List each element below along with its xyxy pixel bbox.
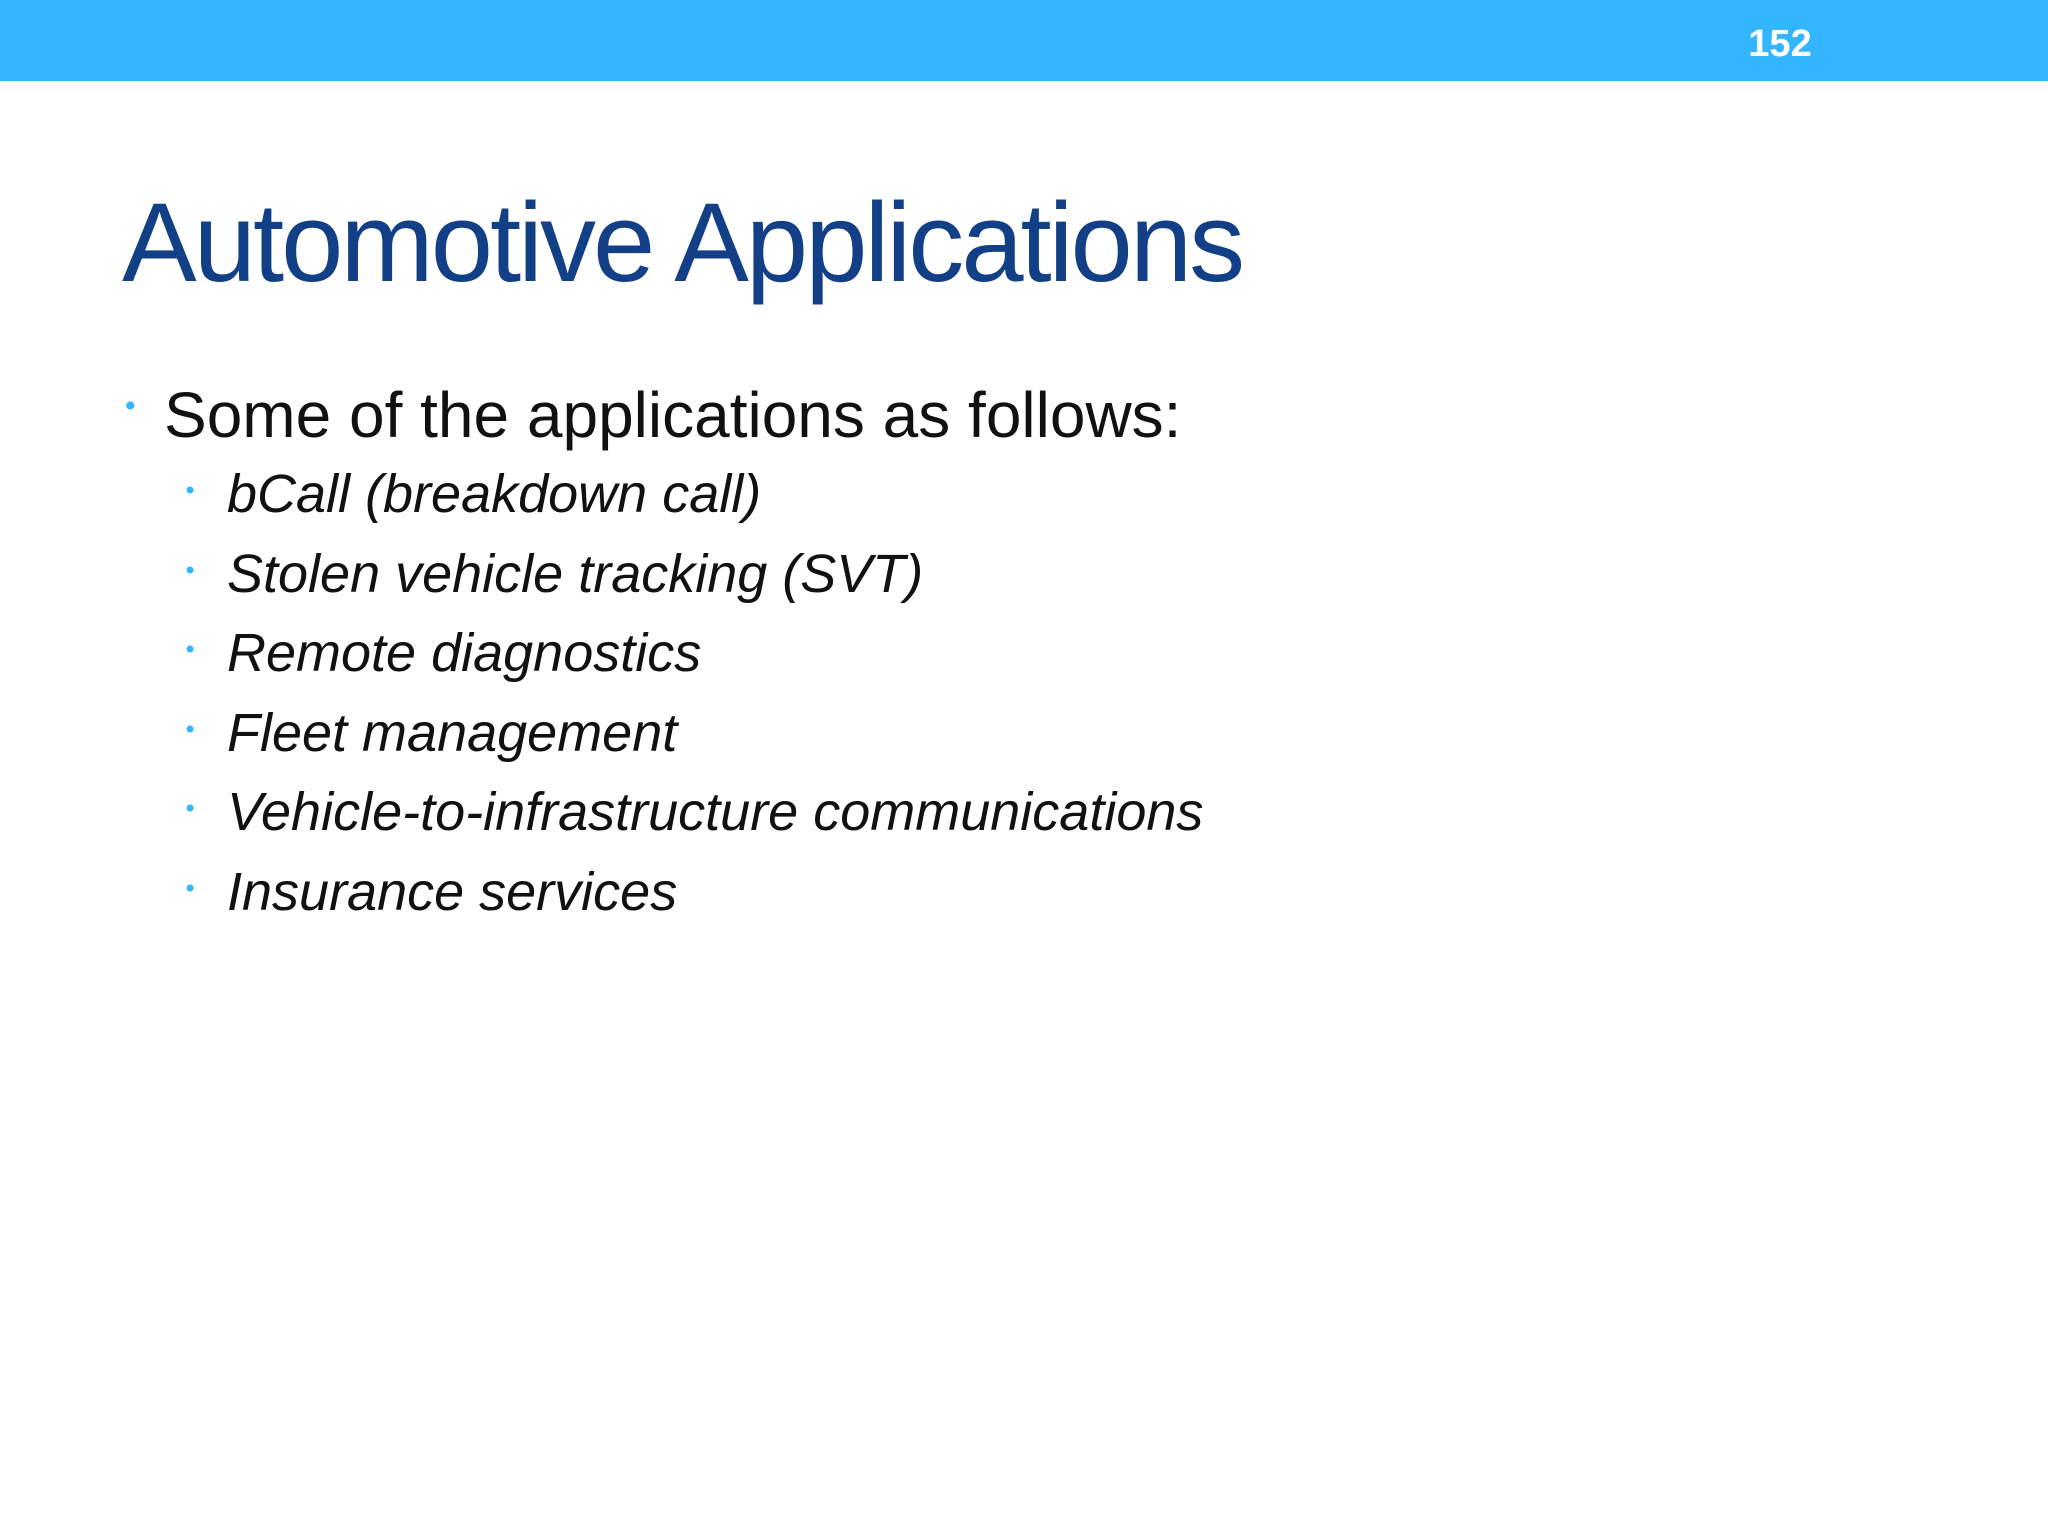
bullet-icon: •	[183, 715, 198, 744]
page-number: 152	[1748, 23, 1812, 65]
list-item	[183, 773, 1922, 853]
list-item	[183, 535, 1922, 615]
list-item	[183, 853, 1922, 933]
list-item	[183, 614, 1922, 694]
slide-content	[122, 375, 1922, 932]
list-item	[183, 694, 1922, 774]
bullet-item-intro	[122, 375, 1922, 455]
list-item-text: Fleet management	[227, 702, 678, 763]
bullet-icon: •	[183, 556, 198, 585]
list-item-text: Insurance services	[227, 861, 678, 922]
header-bar	[0, 0, 2048, 81]
slide-title: Automotive Applications	[122, 180, 1243, 305]
list-item-text: Stolen vehicle tracking (SVT)	[227, 543, 924, 604]
list-item-text: Vehicle-to-infrastructure communications	[227, 782, 1204, 842]
application-list	[122, 455, 1922, 932]
bullet-icon: •	[122, 390, 139, 423]
bullet-icon: •	[183, 477, 198, 505]
list-item	[183, 455, 1922, 535]
list-item-text: bCall (breakdown call)	[227, 464, 762, 524]
intro-text: Some of the applications as follows:	[164, 379, 1182, 451]
list-item-text: Remote diagnostics	[227, 623, 702, 683]
bullet-icon: •	[183, 874, 198, 903]
bullet-icon: •	[183, 636, 198, 664]
bullet-icon: •	[183, 795, 198, 823]
